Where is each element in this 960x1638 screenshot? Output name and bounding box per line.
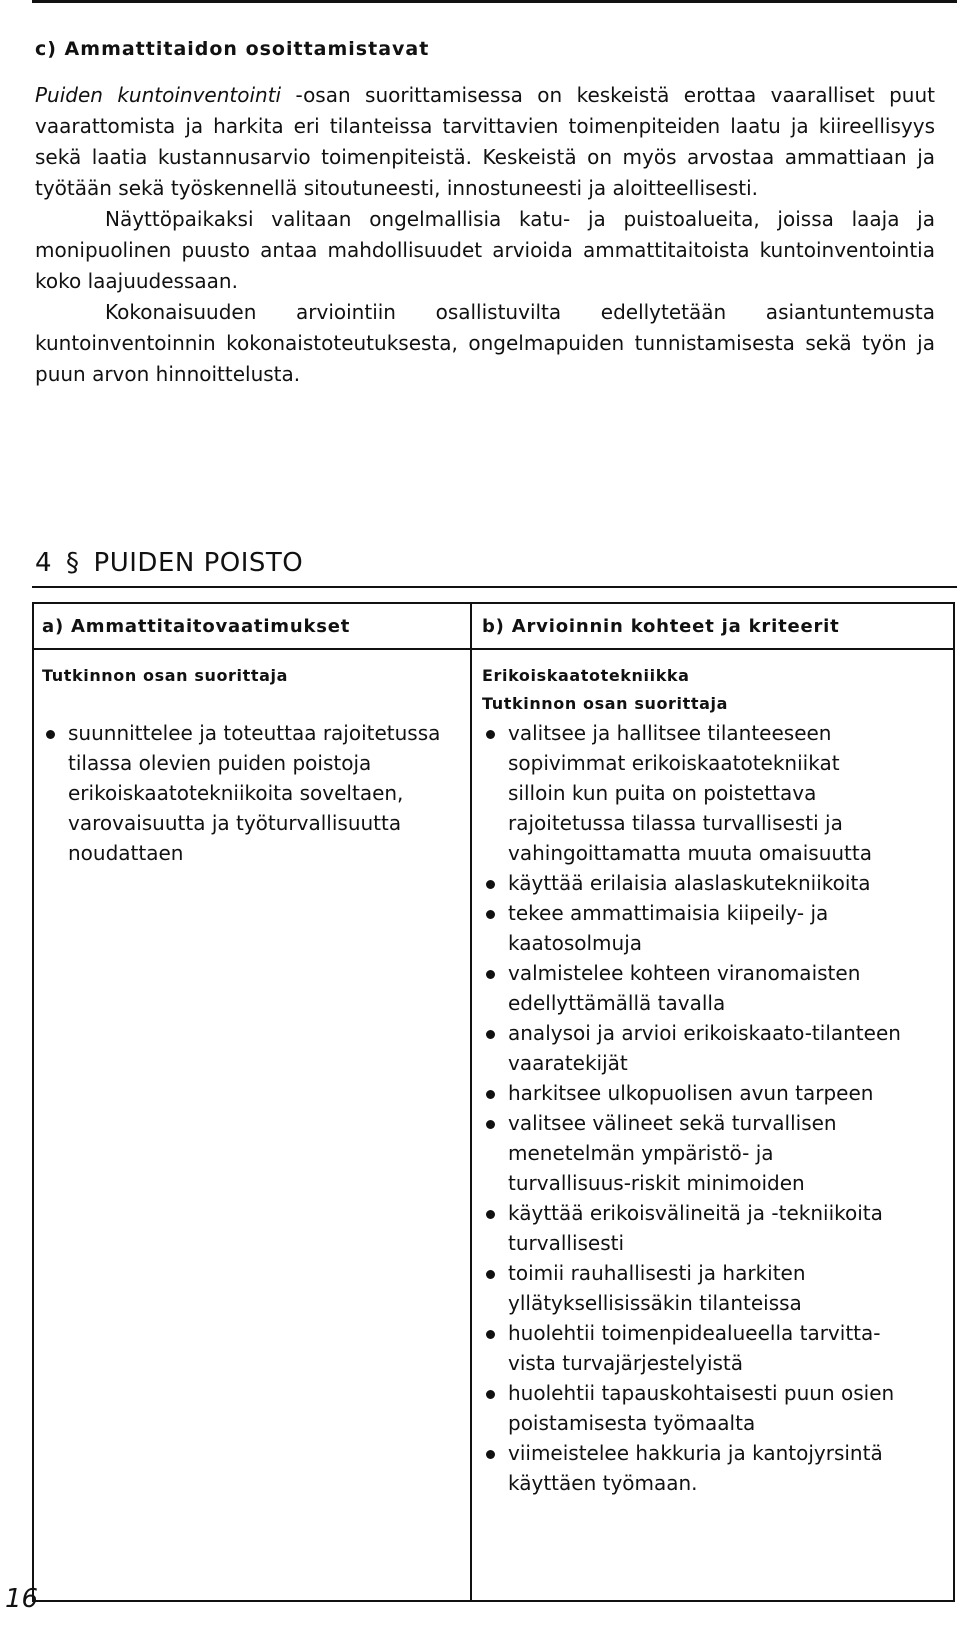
column-b-list: [482, 718, 902, 1498]
top-rule: [32, 0, 957, 3]
list-item: valitsee välineet sekä turvallisen menetelmän ympäristö- ja turvallisuus-riskit minimoiden: [482, 1108, 902, 1198]
chapter-rule: [32, 586, 957, 588]
list-item: harkitsee ulkopuolisen avun tarpeen: [482, 1078, 902, 1108]
paragraph-2: Näyttöpaikaksi valitaan ongelmallisia katu- ja puistoalueita, joissa laaja ja monipuolinen puusto antaa mahdollisuudet arvioida ammattitaitoista kuntoinventointia koko laajuudessaan.: [35, 207, 935, 293]
list-item: huolehtii toimenpidealueella tarvitta-vista turvajärjestelyistä: [482, 1318, 902, 1378]
list-item: suunnittelee ja toteuttaa rajoitetussa tilassa olevien puiden poistoja erikoiskaatotekniikoita soveltaen, varovaisuutta ja työturvallisuutta noudattaen: [42, 718, 442, 868]
paragraph-1-italic: Puiden kuntoinventointi: [35, 83, 282, 107]
chapter-number: 4: [35, 548, 53, 578]
list-item: valmistelee kohteen viranomaisten edellyttämällä tavalla: [482, 958, 902, 1018]
list-item: analysoi ja arvioi erikoiskaato-tilanteen vaaratekijät: [482, 1018, 902, 1078]
list-item: käyttää erilaisia alaslaskutekniikoita: [482, 868, 902, 898]
list-item: huolehtii tapauskohtaisesti puun osien poistamisesta työmaalta: [482, 1378, 902, 1438]
intro-text: [35, 80, 935, 390]
column-b-heading: b) Arvioinnin kohteet ja kriteerit: [482, 616, 840, 637]
list-item: tekee ammattimaisia kiipeily- ja kaatosolmuja: [482, 898, 902, 958]
paragraph-3: Kokonaisuuden arviointiin osallistuvilta edellytetään asiantuntemusta kuntoinventoinnin kokonaistoteutuksesta, ongelmapuiden tunnistamisesta sekä työn ja puun arvon hinnoittelusta.: [35, 300, 935, 386]
criteria-table: [32, 602, 955, 1602]
list-item: käyttää erikoisvälineitä ja -tekniikoita turvallisesti: [482, 1198, 902, 1258]
header-divider: [34, 648, 953, 650]
list-item: toimii rauhallisesti ja harkiten yllätyksellisissäkin tilanteissa: [482, 1258, 902, 1318]
paragraph-1: [35, 80, 935, 204]
chapter-title: PUIDEN POISTO: [93, 548, 304, 578]
column-b-subheading-1: Erikoiskaatotekniikka: [482, 666, 690, 685]
page-number: 16: [5, 1584, 39, 1614]
column-a-subheading: Tutkinnon osan suorittaja: [42, 666, 288, 685]
column-a-list: [42, 718, 442, 868]
list-item: valitsee ja hallitsee tilanteeseen sopivimmat erikoiskaatotekniikat silloin kun puita on poistettava rajoitetussa tilassa turvallisesti ja vahingoittamatta muuta omaisuutta: [482, 718, 902, 868]
paragraph-1-rest: -osan suorittamisessa on keskeistä erottaa vaaralliset puut vaarattomista ja harkita eri tilanteissa tarvittavien toimenpiteiden laatu ja kiireellisyys sekä laatia kustannusarvio toimenpiteistä. Keskeistä on myös arvostaa ammattiaan ja työtään sekä työskennellä sitoutuneesti, innostuneesti ja aloitteellisesti.: [35, 83, 935, 200]
list-item: viimeistelee hakkuria ja kantojyrsintä käyttäen työmaan.: [482, 1438, 902, 1498]
chapter-heading: [35, 548, 303, 578]
column-divider: [470, 604, 472, 1600]
column-a-heading: a) Ammattitaitovaatimukset: [42, 616, 351, 637]
column-b-subheading-2: Tutkinnon osan suorittaja: [482, 694, 728, 713]
section-heading: c) Ammattitaidon osoittamistavat: [35, 38, 430, 60]
section-symbol: §: [66, 548, 80, 578]
